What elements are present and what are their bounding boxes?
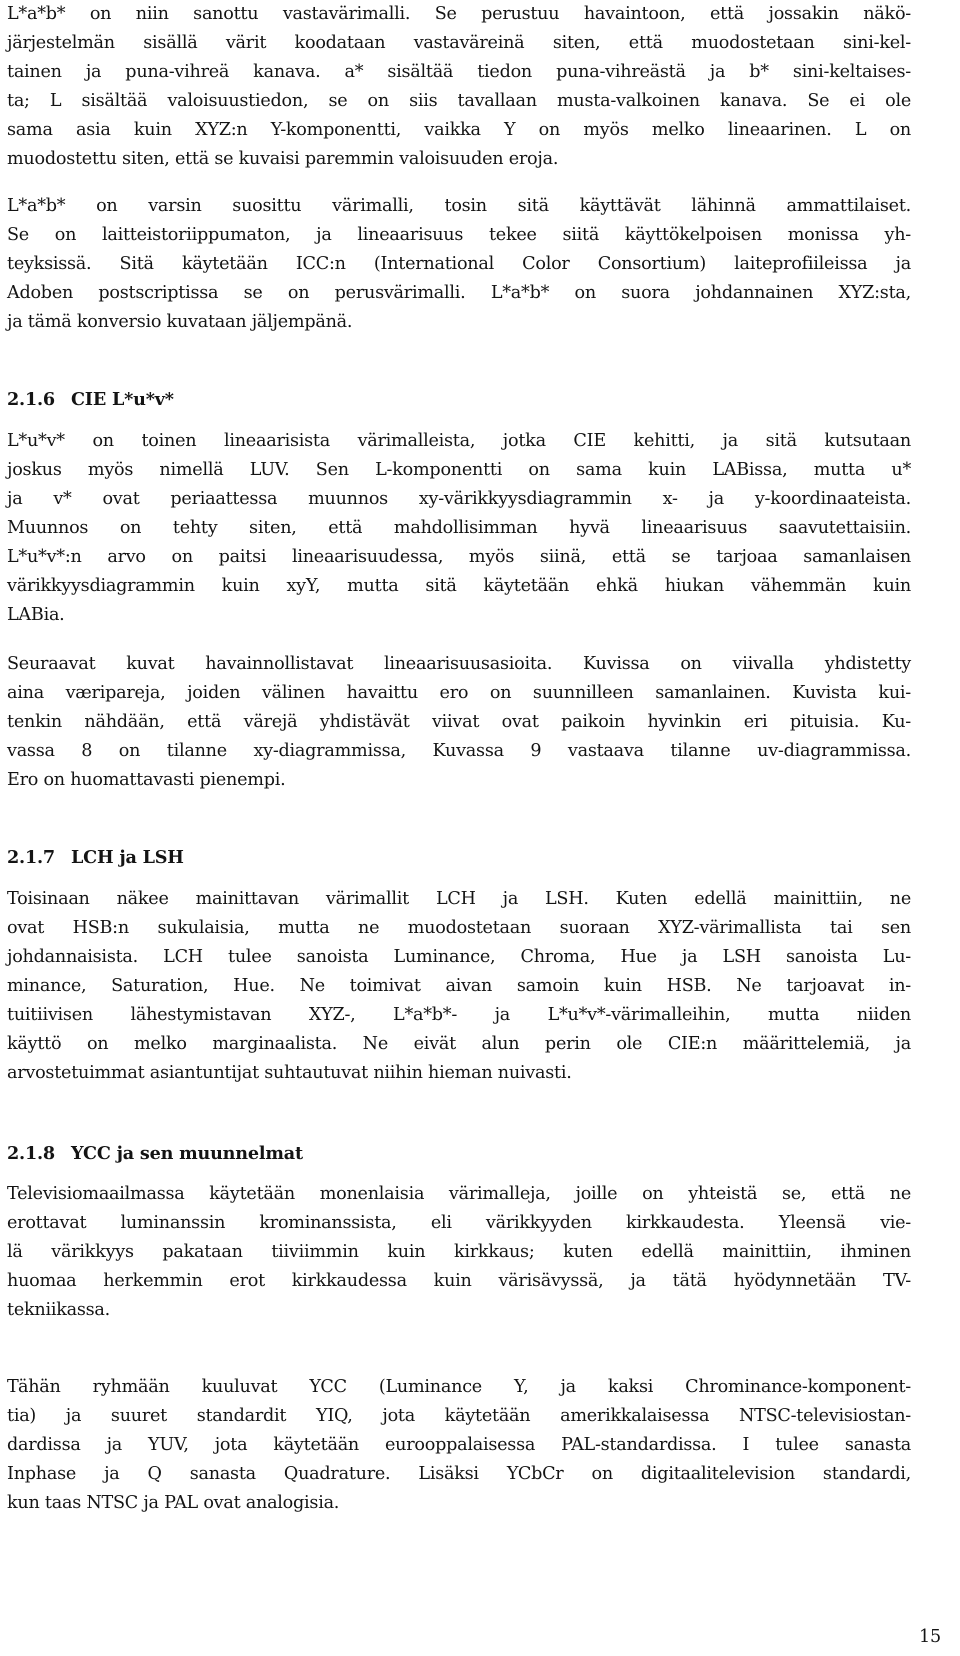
section-title: CIE L*u*v* [71, 389, 174, 410]
paragraph-ycc-standards [7, 1373, 911, 1518]
text-line: erottavat luminanssin krominanssista, eli värikkyyden kirkkaudesta. Yleensä vie- [7, 1213, 911, 1233]
paragraph-lab-opponent [7, 0, 911, 174]
text-line: Adoben postscriptissa se on perusvärimalli. L*a*b* on suora johdannainen XYZ:sta, [7, 283, 911, 303]
text-line: Seuraavat kuvat havainnollistavat lineaarisuusasioita. Kuvissa on viivalla yhdistetty [7, 654, 911, 674]
text-line: kun taas NTSC ja PAL ovat analogisia. [7, 1493, 340, 1513]
text-line: teyksissä. Sitä käytetään ICC:n (International Color Consortium) laiteprofiileissa ja [7, 254, 911, 274]
text-line: Toisinaan näkee mainittavan värimallit LCH ja LSH. Kuten edellä mainittiin, ne [7, 889, 911, 909]
text-line: sama asia kuin XYZ:n Y-komponentti, vaikka Y on myös melko lineaarinen. L on [7, 120, 911, 140]
text-line: huomaa herkemmin erot kirkkaudessa kuin värisävyssä, ja tätä hyödynnetään TV- [7, 1271, 911, 1291]
text-line: ja v* ovat periaattessa muunnos xy-värikkyysdiagrammin x- ja y-koordinaateista. [7, 489, 911, 509]
text-line: Inphase ja Q sanasta Quadrature. Lisäksi YCbCr on digitaalitelevision standardi, [7, 1464, 911, 1484]
section-title: LCH ja LSH [71, 847, 184, 868]
text-line: LABia. [7, 605, 65, 625]
text-line: vassa 8 on tilanne xy-diagrammissa, Kuvassa 9 vastaava tilanne uv-diagrammissa. [7, 741, 911, 761]
paragraph-lch-lsh [7, 885, 911, 1088]
text-line: Se on laitteistoriippumaton, ja lineaarisuus tekee siitä käyttökelpoisen monissa yh- [7, 225, 911, 245]
text-line: L*u*v*:n arvo on paitsi lineaarisuudessa, myös siinä, että se tarjoaa samanlaisen [7, 547, 911, 567]
text-line: tia) ja suuret standardit YIQ, jota käytetään amerikkalaisessa NTSC-televisiostan- [7, 1406, 911, 1426]
section-title: YCC ja sen muunnelmat [71, 1143, 303, 1164]
text-line: aina væripareja, joiden välinen havaittu ero on suunnilleen samanlainen. Kuvista kui- [7, 683, 911, 703]
text-line: minance, Saturation, Hue. Ne toimivat aivan samoin kuin HSB. Ne tarjoavat in- [7, 976, 911, 996]
text-line: käyttö on melko marginaalista. Ne eivät alun perin ole CIE:n määrittelemiä, ja [7, 1034, 911, 1054]
section-heading-2-1-6 [7, 385, 174, 414]
text-line: tekniikassa. [7, 1300, 111, 1320]
text-line: arvostetuimmat asiantuntijat suhtautuvat niihin hieman nuivasti. [7, 1063, 572, 1083]
page-number: 15 [919, 1627, 941, 1647]
paragraph-linearity [7, 650, 911, 795]
text-line: tuitiivisen lähestymistavan XYZ-, L*a*b*- ja L*u*v*-värimalleihin, mutta niiden [7, 1005, 911, 1025]
paragraph-lab-usage [7, 192, 911, 337]
text-line: tainen ja puna-vihreä kanava. a* sisältää tiedon puna-vihreästä ja b* sini-keltaises- [7, 62, 911, 82]
text-line: värikkyysdiagrammin kuin xyY, mutta sitä käytetään ehkä hiukan vähemmän kuin [7, 576, 911, 596]
text-line: johdannaisista. LCH tulee sanoista Luminance, Chroma, Hue ja LSH sanoista Lu- [7, 947, 911, 967]
text-line: L*u*v* on toinen lineaarisista värimalleista, jotka CIE kehitti, ja sitä kutsutaan [7, 431, 911, 451]
paragraph-luv [7, 427, 911, 630]
section-number: 2.1.8 [7, 1143, 55, 1164]
section-heading-2-1-7 [7, 843, 184, 872]
text-line: L*a*b* on niin sanottu vastavärimalli. Se perustuu havaintoon, että jossakin näkö- [7, 4, 911, 24]
text-line: ja tämä konversio kuvataan jäljempänä. [7, 312, 353, 332]
text-line: Televisiomaailmassa käytetään monenlaisia värimalleja, joille on yhteistä se, että ne [7, 1184, 911, 1204]
text-line: muodostettu siten, että se kuvaisi paremmin valoisuuden eroja. [7, 149, 559, 169]
text-line: Muunnos on tehty siten, että mahdollisimman hyvä lineaarisuus saavutettaisiin. [7, 518, 911, 538]
text-line: dardissa ja YUV, jota käytetään eurooppalaisessa PAL-standardissa. I tulee sanasta [7, 1435, 911, 1455]
text-line: ovat HSB:n sukulaisia, mutta ne muodostetaan suoraan XYZ-värimallista tai sen [7, 918, 911, 938]
text-line: ta; L sisältää valoisuustiedon, se on siis tavallaan musta-valkoinen kanava. Se ei ole [7, 91, 911, 111]
text-line: Ero on huomattavasti pienempi. [7, 770, 286, 790]
section-number: 2.1.6 [7, 389, 55, 410]
text-line: järjestelmän sisällä värit koodataan vastaväreinä siten, että muodostetaan sini-kel- [7, 33, 911, 53]
text-line: Tähän ryhmään kuuluvat YCC (Luminance Y, ja kaksi Chrominance-komponent- [7, 1377, 911, 1397]
section-number: 2.1.7 [7, 847, 55, 868]
section-heading-2-1-8 [7, 1139, 303, 1168]
text-line: joskus myös nimellä LUV. Sen L-komponentti on sama kuin LABissa, mutta u* [7, 460, 911, 480]
paragraph-tv-color-models [7, 1180, 911, 1325]
text-line: lä värikkyys pakataan tiiviimmin kuin kirkkaus; kuten edellä mainittiin, ihminen [7, 1242, 911, 1262]
text-line: L*a*b* on varsin suosittu värimalli, tosin sitä käyttävät lähinnä ammattilaiset. [7, 196, 911, 216]
text-line: tenkin nähdään, että värejä yhdistävät viivat ovat paikoin hyvinkin eri pituisia. Ku- [7, 712, 911, 732]
